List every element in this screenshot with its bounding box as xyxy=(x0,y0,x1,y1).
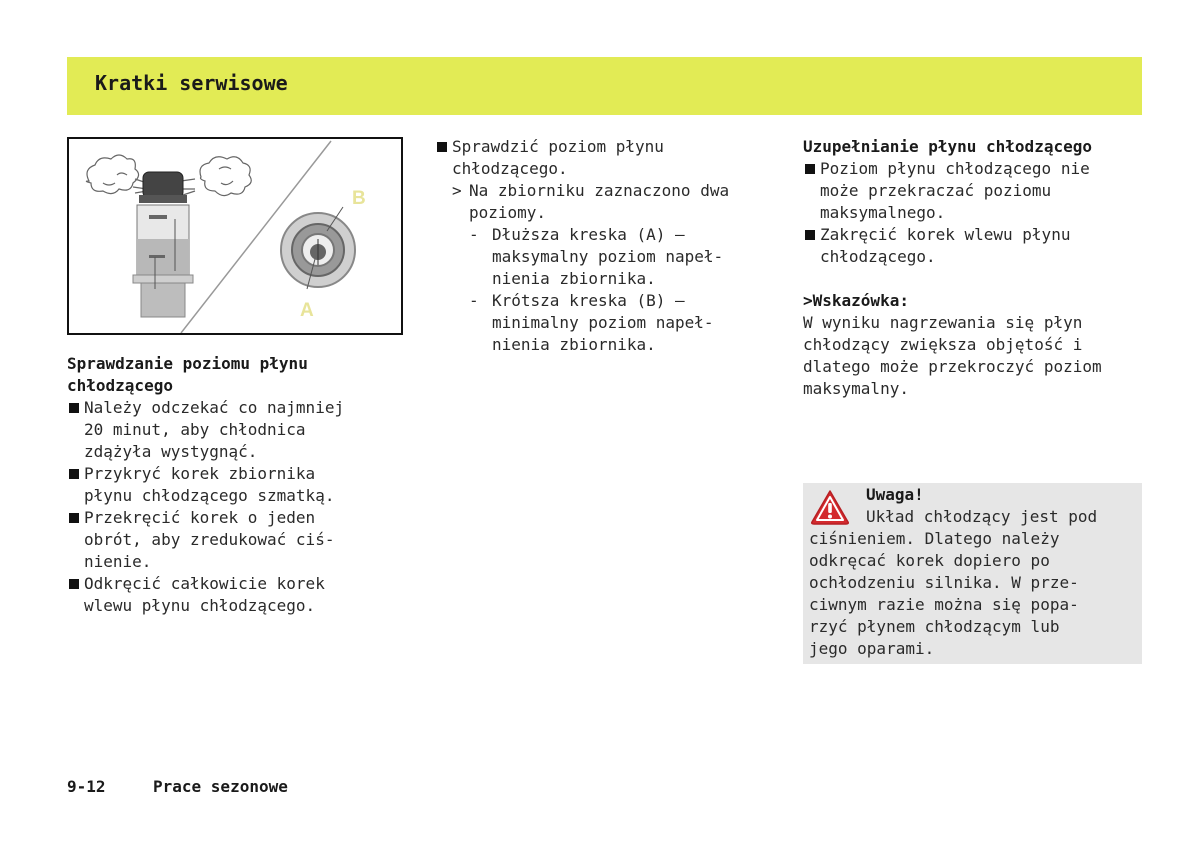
label-b: B xyxy=(352,188,366,209)
steam-left-icon xyxy=(86,155,147,194)
bullet-item: Przekręcić korek o jeden obrót, aby zredukować ciś- nienie. xyxy=(67,507,397,573)
page-header xyxy=(67,57,1142,115)
bullet-item: Należy odczekać co najmniej 20 minut, aby chłodnica zdążyła wystygnąć. xyxy=(67,397,397,463)
coolant-tank-illustration xyxy=(67,137,403,335)
dash-item: - Krótsza kreska (B) — minimalny poziom napeł- nienia zbiornika. xyxy=(435,290,780,356)
warning-box xyxy=(803,483,1142,664)
hint-text: W wyniku nagrzewania się płyn chłodzący zwiększa objętość i dlatego może przekroczyć poziom maksymalny. xyxy=(803,313,1102,398)
bullet-item: Przykryć korek zbiornika płynu chłodzącego szmatką. xyxy=(67,463,397,507)
bullet-item: Poziom płynu chłodzącego nie może przekraczać poziomu maksymalnego. xyxy=(803,158,1143,224)
warning-first-line: Układ chłodzący jest pod xyxy=(866,507,1098,526)
section-name: Prace sezonowe xyxy=(153,777,288,796)
cap-closeup-icon xyxy=(281,207,355,289)
warning-title: Uwaga! xyxy=(866,485,924,504)
coolant-level-section xyxy=(435,136,780,356)
warning-text: ciśnieniem. Dlatego należy odkręcać korek dopiero po ochłodzeniu silnika. W prze- ciwnym razie można się popa- rzyć płynem chłodzącym lub jego oparami. xyxy=(809,529,1079,658)
section-heading: Sprawdzanie poziomu płynu chłodzącego xyxy=(67,354,308,395)
bullet-item: Zakręcić korek wlewu płynu chłodzącego. xyxy=(803,224,1143,268)
check-coolant-section xyxy=(67,353,397,617)
hint-heading: >Wskazówka: xyxy=(803,291,909,310)
refill-coolant-section xyxy=(803,136,1143,400)
steam-right-icon xyxy=(181,157,251,196)
warning-triangle-icon xyxy=(810,489,850,525)
page-number: 9-12 xyxy=(67,777,106,796)
bullet-item: Odkręcić całkowicie korek wlewu płynu chłodzącego. xyxy=(67,573,397,617)
illustration-svg xyxy=(69,139,401,333)
sub-item: > Na zbiorniku zaznaczono dwa poziomy. xyxy=(435,180,780,224)
page-title: Kratki serwisowe xyxy=(95,71,288,95)
label-a: A xyxy=(300,300,314,321)
page-footer xyxy=(67,776,288,798)
coolant-tank-icon xyxy=(133,172,193,317)
bullet-item: Sprawdzić poziom płynu chłodzącego. xyxy=(435,136,780,180)
dash-item: - Dłuższa kreska (A) — maksymalny poziom napeł- nienia zbiornika. xyxy=(435,224,780,290)
section-heading: Uzupełnianie płynu chłodzącego xyxy=(803,137,1092,156)
